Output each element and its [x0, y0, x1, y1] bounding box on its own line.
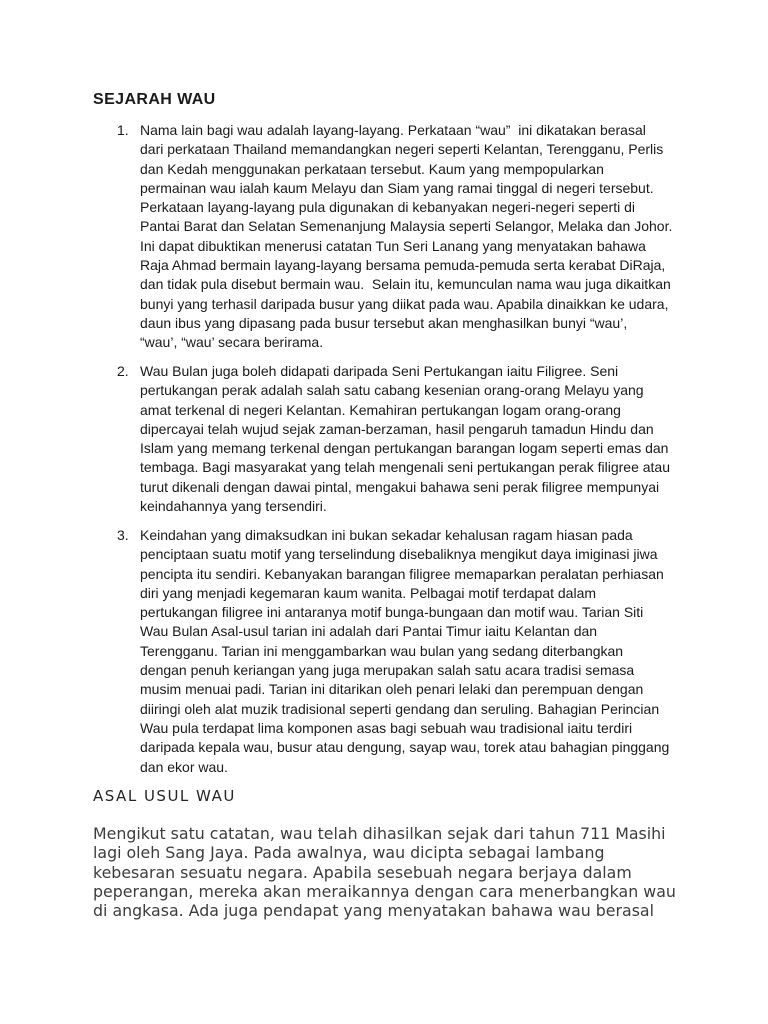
- list-line: pertukangan filigree ini antaranya motif bunga-bungaan dan motif wau. Tarian Siti: [140, 604, 644, 621]
- list-line: Wau Bulan juga boleh didapati daripada Seni Pertukangan iaitu Filigree. Seni: [140, 363, 619, 379]
- paragraph: [93, 824, 676, 920]
- list-line: Keindahan yang dimaksudkan ini bukan sekadar kehalusan ragam hiasan pada: [140, 527, 633, 543]
- list-line: daripada kepala wau, busur atau dengung, sayap wau, torek atau bahagian pinggang: [140, 739, 670, 756]
- list-line: keindahannya yang tersendiri.: [140, 498, 327, 515]
- list-line: Islam yang memang terkenal dengan pertukangan barangan logam seperti emas dan: [140, 440, 669, 457]
- list-line: Wau pula terdapat lima komponen asas bagi sebuah wau tradisional iaitu terdiri: [140, 719, 633, 736]
- list-number: 2.: [117, 363, 129, 379]
- paragraph-line: lagi oleh Sang Jaya. Pada awalnya, wau dicipta sebagai lambang: [93, 843, 605, 863]
- list-line: dari perkataan Thailand memandangkan negeri seperti Kelantan, Terengganu, Perlis: [140, 141, 664, 158]
- list-line: Nama lain bagi wau adalah layang-layang. Perkataan “wau” ini dikatakan berasal: [140, 122, 646, 138]
- list-line: diiringi oleh alat muzik tradisional seperti gendang dan seruling. Bahagian Perincian: [140, 700, 660, 717]
- list-line: diri yang menjadi kegemaran kaum wanita. Pelbagai motif terdapat dalam: [140, 584, 597, 601]
- list-line: tembaga. Bagi masyarakat yang telah mengenali seni pertukangan perak filigree atau: [140, 459, 670, 476]
- list-item-text: [140, 362, 670, 516]
- list-line: dipercayai telah wujud sejak zaman-berzaman, hasil pengaruh tamadun Hindu dan: [140, 420, 654, 437]
- list-line: musim menuai padi. Tarian ini ditarikan oleh penari lelaki dan perempuan dengan: [140, 681, 644, 698]
- list-line: pencipta itu sendiri. Kebanyakan barangan filigree memaparkan peralatan perhiasan: [140, 565, 664, 582]
- section-heading: ASAL USUL WAU: [93, 787, 236, 805]
- list-line: dan Kedah menggunakan perkataan tersebut. Kaum yang mempopularkan: [140, 160, 604, 177]
- list-line: dan ekor wau.: [140, 758, 228, 775]
- list-line: daun ibus yang dipasang pada busur tersebut akan menghasilkan bunyi “wau’,: [140, 314, 628, 331]
- list-number: 3.: [117, 527, 129, 543]
- paragraph-line: Mengikut satu catatan, wau telah dihasilkan sejak dari tahun 711 Masihi: [93, 824, 666, 843]
- list-line: dengan penuh keriangan yang juga merupakan salah satu acara tradisi semasa: [140, 662, 635, 679]
- paragraph-line: kebesaran sesuatu negara. Apabila sesebuah negara berjaya dalam: [93, 862, 632, 882]
- list-line: pertukangan perak adalah salah satu cabang kesenian orang-orang Melayu yang: [140, 382, 644, 399]
- list-line: Perkataan layang-layang pula digunakan di kebanyakan negeri-negeri seperti di: [140, 199, 636, 216]
- list-line: Wau Bulan Asal-usul tarian ini adalah dari Pantai Timur iaitu Kelantan dan: [140, 623, 598, 640]
- list-line: amat terkenal di negeri Kelantan. Kemahiran pertukangan logam orang-orang: [140, 401, 621, 418]
- list-line: Ini dapat dibuktikan menerusi catatan Tun Seri Lanang yang menyatakan bahawa: [140, 237, 646, 254]
- list-line: bunyi yang terhasil daripada busur yang diikat pada wau. Apabila dinaikkan ke udara,: [140, 295, 669, 312]
- list-item-text: [140, 526, 669, 777]
- list-line: penciptaan suatu motif yang terselindung disebaliknya mengikut daya imiginasi jiwa: [140, 546, 658, 563]
- list-line: Raja Ahmad bermain layang-layang bersama pemuda-pemuda serta kerabat DiRaja,: [140, 257, 666, 274]
- list-line: permainan wau ialah kaum Melayu dan Siam yang ramai tinggal di negeri tersebut.: [140, 179, 654, 196]
- list-line: Terengganu. Tarian ini menggambarkan wau bulan yang sedang diterbangkan: [140, 642, 624, 659]
- paragraph-line: peperangan, mereka akan meraikannya dengan cara menerbangkan wau: [93, 881, 676, 901]
- list-line: Pantai Barat dan Selatan Semenanjung Malaysia seperti Selangor, Melaka dan Johor.: [140, 218, 673, 235]
- list-number: 1.: [117, 122, 129, 138]
- list-item-text: [140, 121, 672, 353]
- list-line: “wau’, “wau’ secara berirama.: [140, 334, 324, 351]
- document-title: SEJARAH WAU: [93, 91, 216, 108]
- paragraph-line: di angkasa. Ada juga pendapat yang menyatakan bahawa wau berasal: [93, 901, 655, 921]
- list-line: turut dikenali dengan dawai pintal, mengakui bahawa seni perak filigree mempunyai: [140, 478, 660, 495]
- list-line: dan tidak pula disebut bermain wau. Selain itu, kemunculan nama wau juga dikaitkan: [140, 276, 671, 293]
